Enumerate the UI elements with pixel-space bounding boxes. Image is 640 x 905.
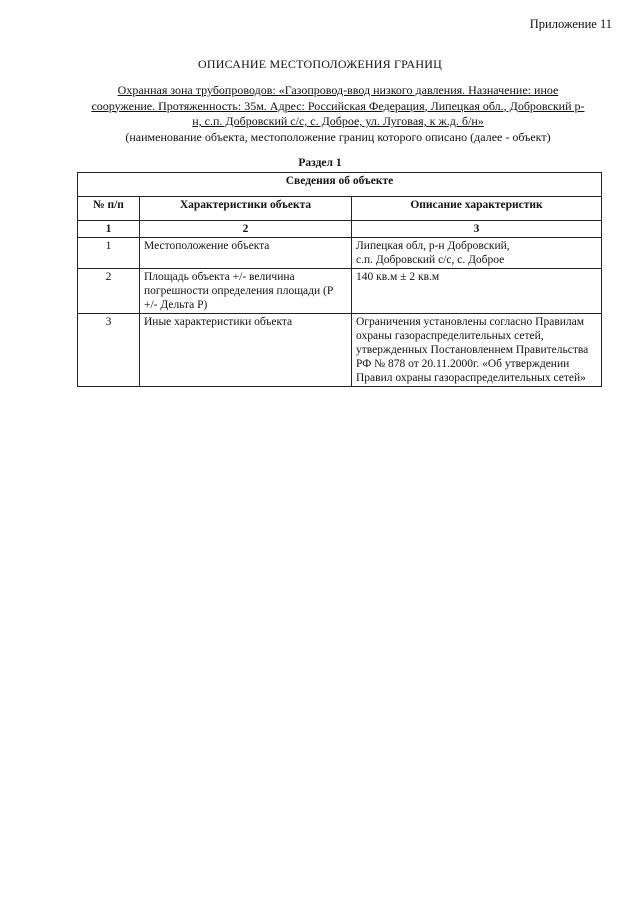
- row-description: [352, 314, 602, 387]
- row-characteristic: Местоположение объекта: [140, 238, 352, 269]
- row-characteristic: Площадь объекта +/- величина погрешности определения площади (Р +/- Дельта Р): [140, 269, 352, 314]
- row-description-line: Ограничения установлены согласно Правилам охраны газораспределительных сетей, утвержденных Постановленнем Правительства РФ № 878 от 20.11.2000г. «Об утверждении Правил охраны газораспределительных сетей»: [356, 316, 589, 384]
- row-description-line: с.п. Добровский с/с, с. Доброе: [356, 254, 505, 266]
- col-number-1: 1: [78, 221, 140, 238]
- row-description: [352, 269, 602, 314]
- row-number: 3: [78, 314, 140, 387]
- header-number: № п/п: [78, 197, 140, 221]
- table-row: [78, 314, 602, 387]
- row-description-line: Липецкая обл, р-н Добровский,: [356, 240, 510, 252]
- section-title: Раздел 1: [298, 157, 342, 169]
- table-row: [78, 238, 602, 269]
- table-row: [78, 269, 602, 314]
- col-number-2: 2: [140, 221, 352, 238]
- object-info-table: [77, 172, 602, 387]
- header-characteristics: Характеристики объекта: [140, 197, 352, 221]
- row-number: 2: [78, 269, 140, 314]
- row-characteristic: Иные характеристики объекта: [140, 314, 352, 387]
- object-caption: (наименование объекта, местоположение границ которого описано (далее - объект): [125, 129, 551, 144]
- row-number: 1: [78, 238, 140, 269]
- row-description: [352, 238, 602, 269]
- object-description: [88, 83, 588, 145]
- table-caption: Сведения об объекте: [78, 173, 602, 197]
- col-number-3: 3: [352, 221, 602, 238]
- object-name: Охранная зона трубопроводов: «Газопровод-ввод низкого давления. Назначение: иное сооружение. Протяженность: 35м. Адрес: Российская Федерация, Липецкая обл., Добровский р-н, с.п. Добровский с/с, с. Доброе, ул. Луговая, к ж.д. б/н»: [91, 83, 585, 128]
- document-title: ОПИСАНИЕ МЕСТОПОЛОЖЕНИЯ ГРАНИЦ: [198, 57, 442, 71]
- header-description: Описание характеристик: [352, 197, 602, 221]
- row-description-line: 140 кв.м ± 2 кв.м: [356, 271, 440, 283]
- appendix-label: Приложение 11: [529, 17, 612, 31]
